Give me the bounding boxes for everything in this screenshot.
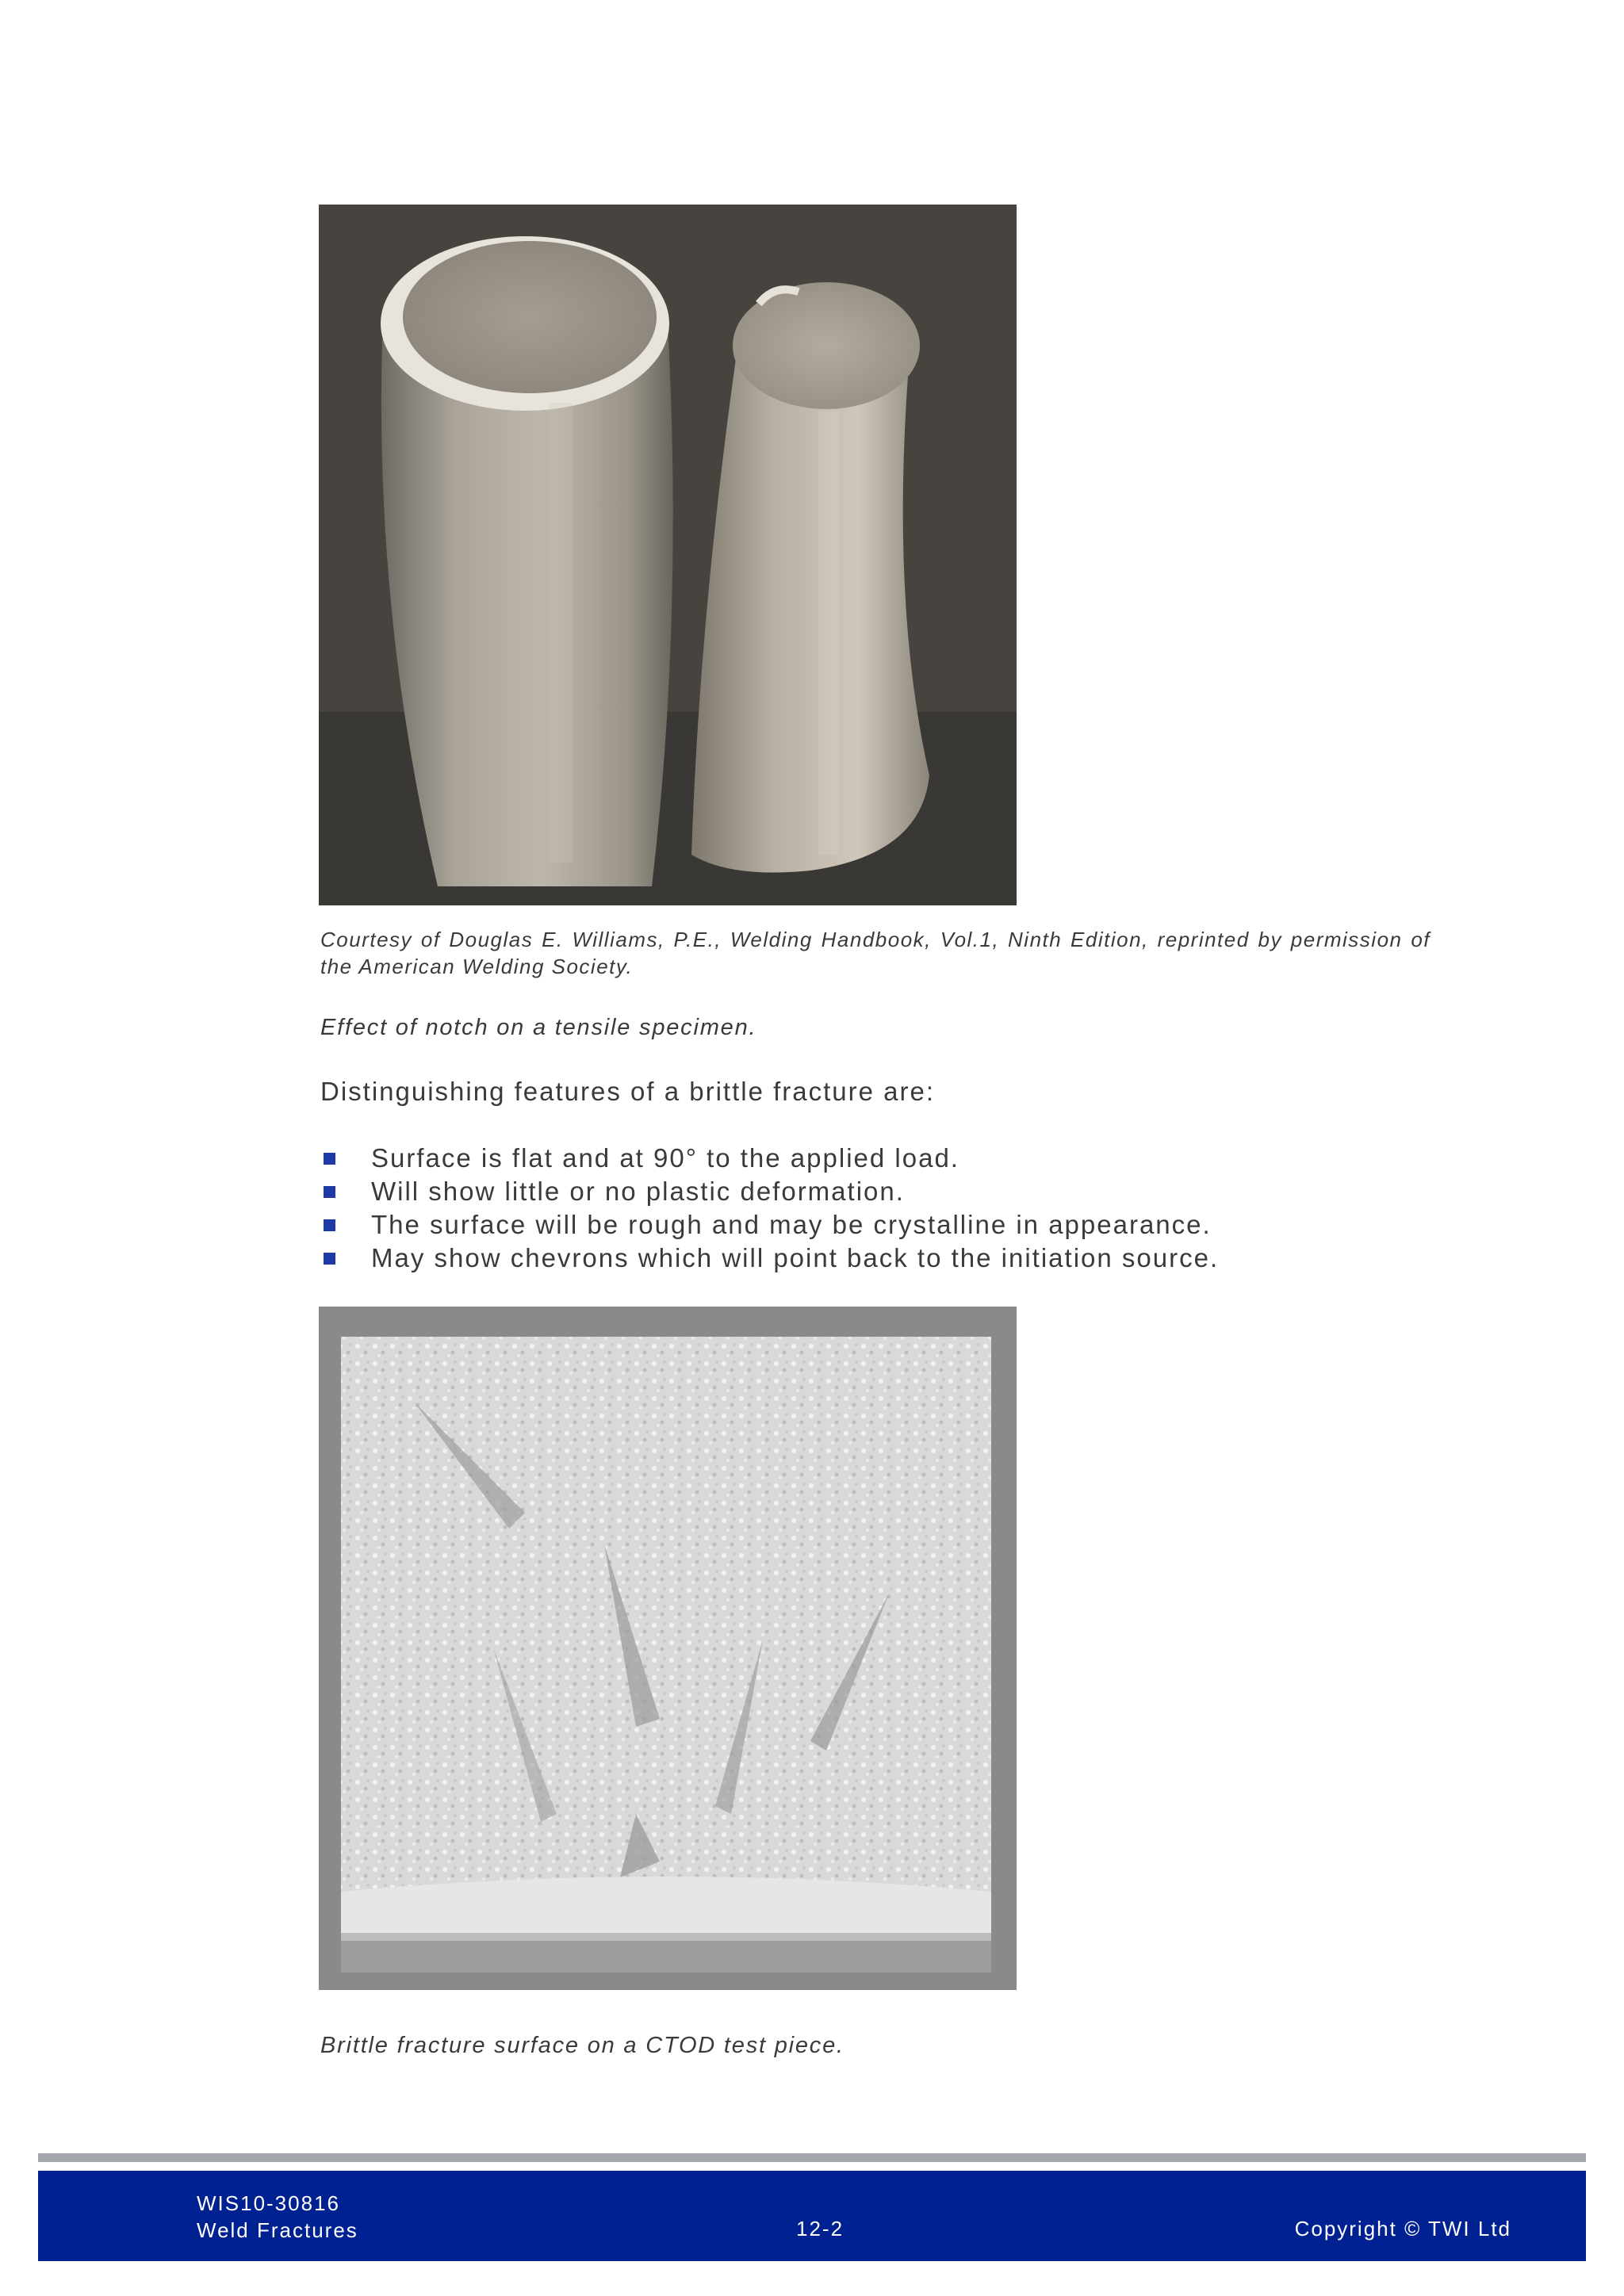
square-bullet-icon (324, 1186, 335, 1198)
tensile-specimen-photo (319, 205, 1017, 905)
brittle-features-intro: Distinguishing features of a brittle fracture are: (320, 1077, 936, 1106)
tensile-specimen-illustration (319, 205, 1017, 905)
brittle-features-list (320, 1142, 1510, 1275)
footer-left (197, 2190, 358, 2244)
list-item-text: The surface will be rough and may be crystalline in appearance. (371, 1210, 1212, 1239)
square-bullet-icon (324, 1153, 335, 1165)
list-item (320, 1142, 1510, 1175)
figure1-caption: Effect of notch on a tensile specimen. (320, 1015, 757, 1040)
ctod-fracture-illustration (319, 1307, 1017, 1990)
footer-copyright: Copyright © TWI Ltd (1294, 2217, 1511, 2241)
footer-page-number: 12-2 (796, 2217, 845, 2241)
list-item-text: Will show little or no plastic deformation. (371, 1177, 905, 1206)
figure2-caption: Brittle fracture surface on a CTOD test piece. (320, 2033, 845, 2058)
ctod-fracture-photo (319, 1307, 1017, 1990)
list-item (320, 1208, 1510, 1242)
figure1-credit: Courtesy of Douglas E. Williams, P.E., Welding Handbook, Vol.1, Ninth Edition, reprinted by permission of the American Welding Society. (320, 928, 1431, 978)
list-item-text: Surface is flat and at 90° to the applied load. (371, 1143, 959, 1173)
list-item (320, 1175, 1510, 1208)
square-bullet-icon (324, 1219, 335, 1231)
footer-doc-code: WIS10-30816 (197, 2191, 340, 2215)
list-item-text: May show chevrons which will point back to the initiation source. (371, 1243, 1220, 1272)
footer-divider (38, 2153, 1586, 2162)
footer-section: Weld Fractures (197, 2218, 358, 2242)
page-footer (38, 2171, 1586, 2261)
list-item (320, 1242, 1510, 1275)
square-bullet-icon (324, 1253, 335, 1265)
